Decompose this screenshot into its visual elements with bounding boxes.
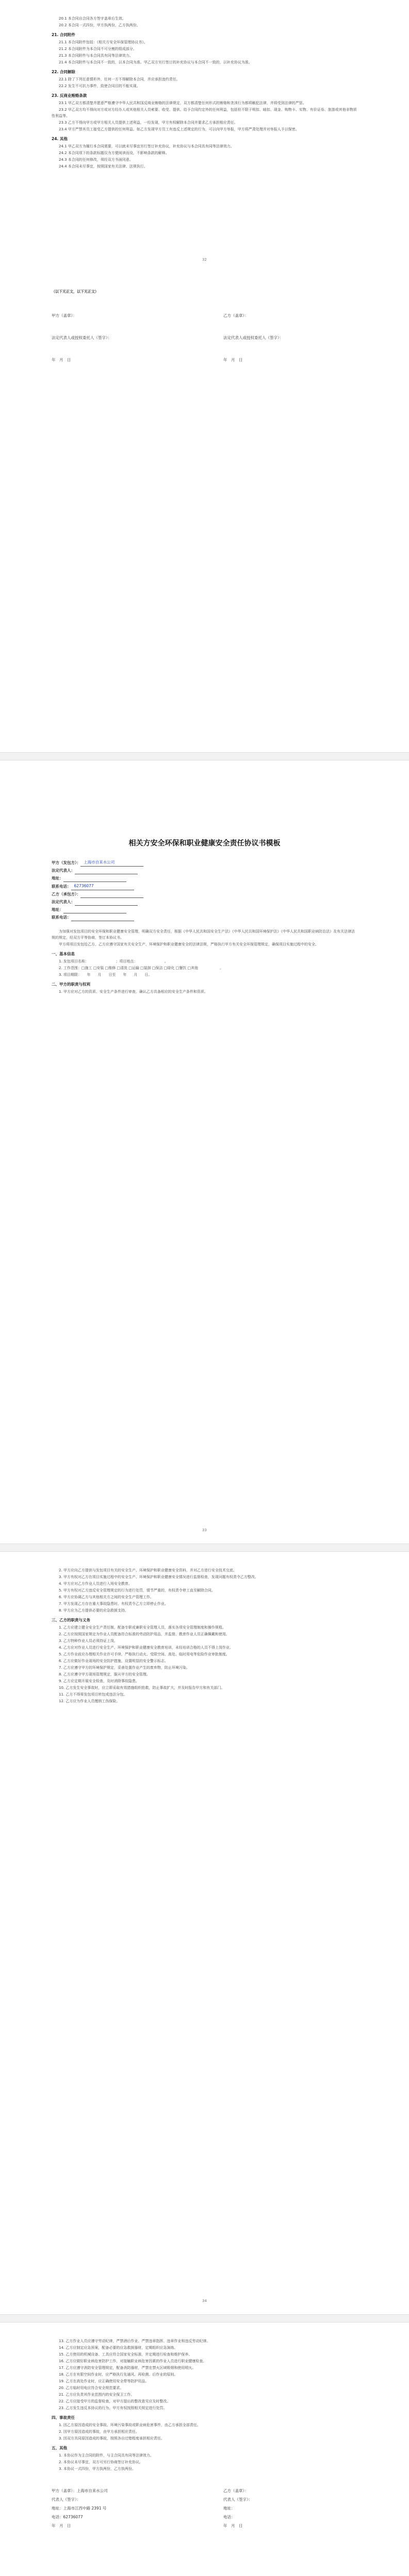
- section-heading: 21. 合同附件: [52, 32, 75, 37]
- field-label: 法定代表人：: [52, 900, 75, 904]
- paragraph: 23.2 甲乙双方均不得向对方或对方经办人或其他相关人员索要、收受、提供、给予合同约定外的任何利益，包括但不限于明扣、暗扣、现金、购物卡、实物、有价证券、旅游或其他非物质性利益等。: [52, 108, 357, 118]
- paragraph: 1. 发包项目名称： ；项目地点： 。: [59, 959, 168, 963]
- party-b-date: 年 月 日: [223, 2523, 243, 2528]
- paragraph: 7. 甲方发现乙方存在重大事故隐患时，有权责令乙方立即停止作业。: [59, 1602, 168, 1606]
- paragraph: 21.3 本合同附件与本合同具有同等法律效力。: [59, 54, 133, 58]
- party-a-address: 地址：上海市江西中路 2391 号: [52, 2506, 107, 2511]
- phone-row: [52, 2514, 357, 2521]
- paragraph: 6. 乙方应做好作业现场的安全防护措施，设置明显的安全警示标志。: [59, 1659, 168, 1663]
- paragraph: 15. 乙方使用的机械设备、工具应符合国家安全标准，并定期进行检查和维护保养。: [59, 2352, 192, 2357]
- signature-block: [52, 289, 357, 364]
- page-number: 33: [202, 1528, 207, 1532]
- field-label: 乙方（承包方）：: [52, 892, 81, 896]
- paragraph: 22.1 除了下列任意情形外，任何一方不得解除本合同，并应承担违约责任。: [59, 77, 180, 81]
- no-further-text-notice: （以下无正文，以下无正文）: [52, 290, 99, 294]
- field-row: [52, 882, 357, 890]
- paragraph: 21. 乙方应负责其作业范围内的安全保卫工作。: [59, 2393, 135, 2397]
- paragraph: 10. 乙方发生安全事故时，应立即采取有效措施组织抢救，防止事故扩大，并及时报告甲方和有关部门。: [59, 1686, 225, 1690]
- page-separator: [0, 2314, 409, 2323]
- document-page-3: [0, 1552, 409, 2314]
- paragraph: 2. 本协议未尽事宜，双方可另行协商签订补充协议。: [59, 2460, 143, 2464]
- document-page-2: [0, 760, 409, 1544]
- section-heading: 24. 其他: [52, 137, 68, 141]
- page-1-body: [52, 15, 357, 170]
- field-label: 甲方（发包方）：: [52, 860, 81, 865]
- section-heading: 一、基本信息: [52, 952, 75, 956]
- paragraph: 3. 项目期限： 年 月 日至 年 月 日。: [59, 973, 152, 977]
- paragraph: 13. 乙方作业人员应遵守劳动纪律，严禁酒后作业、严禁违章指挥、违章作业和违反劳动纪律。: [59, 2339, 210, 2343]
- field-row: [52, 890, 357, 898]
- paragraph: 8. 甲方应为乙方提供必要的应急救援支持。: [59, 1608, 128, 1613]
- party-a-date: 年 月 日: [52, 358, 71, 362]
- page-separator: [0, 1544, 409, 1552]
- paragraph: 4. 乙方应对作业人员进行安全生产、环境保护和职业健康安全教育培训，未经培训合格的人员不得上岗作业。: [59, 1646, 233, 1650]
- paragraph: 3. 甲方有权对乙方在项目实施过程中的安全生产、环境保护和职业健康安全情况进行监督检查，发现问题有权责令乙方整改。: [59, 1575, 258, 1579]
- field-label: 地址：: [52, 876, 63, 880]
- address-row: [52, 2505, 357, 2512]
- document-page-1: [0, 0, 409, 752]
- paragraph: 3. 因双方共同原因造成的事故，按照各自过错程度承担相应责任。: [59, 2436, 165, 2441]
- field-row: [52, 898, 357, 906]
- page-2-body: [52, 838, 357, 995]
- paragraph: 17. 乙方应遵守消防安全管理规定，配备消防器材，严禁在禁火区域吸烟和使用明火。: [59, 2366, 196, 2370]
- date-row: [52, 357, 357, 364]
- paragraph: 24.3 本合同的任何修改，须经双方书面同意。: [59, 158, 133, 162]
- paragraph: 22. 乙方应接受甲方的监督检查，对甲方提出的整改意见应及时整改。: [59, 2399, 171, 2403]
- paragraph: 9. 乙方应定期开展安全检查，及时消除事故隐患。: [59, 1679, 139, 1683]
- section-heading: 三、乙方的职责与义务: [52, 1618, 90, 1622]
- section-heading: 22. 合同解除: [52, 70, 75, 74]
- party-sign-row: [52, 312, 357, 319]
- field-label: 法定代表人：: [52, 868, 75, 873]
- paragraph: 19. 乙方在高处作业时，应正确使用安全带等防护用品。: [59, 2379, 149, 2383]
- paragraph: 5. 乙方作业前应办理相关作业许可手续，严格执行动火、受限空间、高处、临时用电等危险作业审批制度。: [59, 1652, 230, 1656]
- party-a-representative-label: 法定代表人或授权委托人（签字）：: [52, 335, 112, 340]
- field-value: [75, 905, 138, 906]
- representative-sign-row: [52, 2496, 357, 2503]
- paragraph: 6. 甲方应协调乙方与其他相关方之间的安全生产管理工作。: [59, 1595, 154, 1599]
- field-label: 联系电话：: [52, 884, 71, 889]
- date-row: [52, 2522, 357, 2530]
- paragraph: 8. 乙方应遵守甲方现场管理规定，服从甲方的安全管理。: [59, 1672, 150, 1676]
- paragraph: 18. 乙方在有限空间作业时，应严格执行先通风、再检测、后作业的原则。: [59, 2372, 178, 2377]
- field-value: [80, 897, 143, 898]
- paragraph: 11. 乙方不得将发包项目转包或违法分包。: [59, 1692, 127, 1697]
- paragraph: 5. 甲方有权对乙方违反安全管理规定的行为进行处罚，情节严重的，有权责令停工直至解除合同。: [59, 1588, 215, 1592]
- party-a-phone: 电话：62736077: [52, 2515, 83, 2519]
- page-number: 32: [202, 258, 207, 262]
- party-a-representative-label: 代表人（签字）：: [52, 2497, 81, 2502]
- paragraph: 23.1 甲乙双方都清楚并愿意严格遵守中华人民共和国反商业贿赂的法律规定，双方都清楚任何形式的贿赂和贪渎行为都将触犯法律，并将受到法律的严惩。: [59, 101, 306, 105]
- party-a-sign-label: 甲方（盖章）：上海市自来水公司: [52, 2488, 108, 2493]
- field-row: [52, 906, 357, 913]
- field-label: 联系电话：: [52, 915, 71, 920]
- paragraph: 1. 甲方应对乙方的资质、安全生产条件进行审查，确认乙方具备相应的安全生产条件和资质。: [59, 990, 208, 994]
- party-b-sign-label: 乙方（盖章）：: [223, 2488, 249, 2493]
- field-value: 62736077: [71, 882, 134, 890]
- page-3-body: [52, 1567, 357, 1705]
- paragraph: 24.4 本合同未尽事宜，按照国家有关法律、法规执行。: [59, 164, 148, 168]
- party-a-sign-label: 甲方（盖章）：: [52, 313, 77, 318]
- field-row: [52, 913, 357, 921]
- party-sign-row: [52, 2487, 357, 2495]
- paragraph: 20.1 本合同自合同各方签字盖章后生效。: [59, 16, 126, 21]
- paragraph: 14. 乙方应制定应急预案，配备必要的应急救援器材，定期组织应急演练。: [59, 2346, 178, 2350]
- party-b-sign-label: 乙方（盖章）：: [223, 313, 249, 318]
- page-number: 34: [202, 2299, 207, 2303]
- field-row: [52, 867, 357, 874]
- field-label: 地址：: [52, 907, 63, 912]
- paragraph: 1. 乙方应建立健全安全生产责任制，配备专职或兼职安全管理人员，落实各项安全管理制度和操作规程。: [59, 1625, 226, 1630]
- paragraph: 甲方将项目发包给乙方，乙方应遵守国家有关安全生产、环境保护和职业健康安全的法律法规，严格执行甲方有关安全环保管理规定，确保项目实施过程中的安全。: [59, 942, 319, 946]
- paragraph: 16. 乙方应做好职业病危害防护工作，对接触职业病危害因素的作业人员进行职业健康检查。: [59, 2359, 207, 2363]
- party-a-date: 年 月 日: [52, 2523, 71, 2528]
- paragraph: 2. 乙方应按照国家规定为作业人员配备符合标准的劳动防护用品，并监督、教育作业人员正确佩戴和使用。: [59, 1632, 230, 1636]
- paragraph: 3. 本协议一式四份，甲方执两份，乙方执两份。: [59, 2467, 136, 2471]
- paragraph: 为加强对发包项目的安全环保和职业健康安全管理，明确双方安全责任，根据《中华人民共和国安全生产法》《中华人民共和国环境保护法》《中华人民共和国职业病防治法》及有关法律法规的规定，经双方平等协商，签订本协议书。: [52, 929, 355, 940]
- paragraph: 24.1 甲乙双方为履行本合同需要，可以就未尽事宜另行签订补充协议，补充协议与本合同具有同等法律效力。: [59, 144, 234, 148]
- paragraph: 1. 本协议作为主合同的附件，与主合同具有同等法律效力。: [59, 2453, 154, 2458]
- party-b-address: 地址：: [223, 2506, 235, 2511]
- page-4-body: [52, 2338, 357, 2530]
- paragraph: 2. 工作范围：□施工 □安装 □维修 □清洗 □运输 □装卸 □保洁 □绿化 □餐饮 □其他 。: [59, 966, 224, 970]
- paragraph: 20.2 本合同一式四份，甲方执两份，乙方执两份。: [59, 23, 140, 27]
- party-b-phone: 电话：: [223, 2515, 235, 2519]
- party-b-representative-label: 代表人（签字）：: [223, 2497, 253, 2502]
- paragraph: 3. 乙方特种作业人员必须持证上岗。: [59, 1639, 118, 1643]
- paragraph: 12. 乙方应为作业人员缴纳工伤保险。: [59, 1699, 120, 1703]
- section-heading: 23. 反商业贿赂条款: [52, 93, 87, 98]
- paragraph: 1. 因乙方原因造成的安全事故、环境污染事故或职业病危害事件，由乙方承担全部责任。: [59, 2423, 201, 2427]
- section-heading: 四、事故责任: [52, 2415, 75, 2420]
- party-b-date: 年 月 日: [223, 358, 243, 362]
- representative-sign-row: [52, 334, 357, 342]
- paragraph: 23.3 乙方不得向甲方或甲方相关人员提供上述利益，一经发现，甲方有权解除本合同并要求乙方承担相应责任。: [59, 121, 238, 125]
- paragraph: 4. 甲方应对乙方作业人员进行入场安全教育。: [59, 1582, 132, 1586]
- page-separator: [0, 752, 409, 760]
- field-row: [52, 858, 357, 867]
- document-title: 相关方安全环保和职业健康安全责任协议书模板: [128, 839, 281, 848]
- paragraph: 20. 乙方临时用电应符合安全规范要求。: [59, 2386, 124, 2390]
- field-row: [52, 874, 357, 882]
- paragraph: 24.2 本合同项下的条款标题仅为方便阅读而设，不影响条款的解释。: [59, 151, 169, 155]
- paragraph: 21.1 本合同附件包括：《相关方安全环保管理协议书》。: [59, 40, 148, 44]
- field-value: 上海市自来水公司: [80, 858, 143, 867]
- paragraph: 7. 乙方应遵守甲方的环境保护规定，妥善处置作业产生的废弃物，防止环境污染。: [59, 1666, 190, 1670]
- paragraph: 2. 因甲方原因造成的事故，由甲方承担相应责任。: [59, 2430, 139, 2434]
- party-b-representative-label: 法定代表人或授权委托人（签字）：: [223, 335, 284, 340]
- paragraph: 2. 甲方应向乙方提供与发包项目有关的安全生产、环境保护和职业健康安全资料，并对乙方进行安全技术交底。: [59, 1568, 237, 1572]
- paragraph: 22.2 发生不可抗力事件，致使合同目的不能实现。: [59, 84, 140, 88]
- paragraph: 21.2 本合同附件为本合同不可分割的组成部分。: [59, 47, 137, 51]
- document-page-4: [0, 2323, 409, 2576]
- paragraph: 23.4 甲方严禁其员工接受乙方提供的任何利益。如乙方发现甲方员工有违反上述规定的行为，可以向甲方举报，甲方将严肃处理并对举报人予以保密。: [59, 127, 299, 131]
- paragraph: 21.4 本合同附件与本合同不一致的，以本合同为准。甲乙双方另行签订的补充协议与本合同不一致的，以补充协议为准。: [59, 60, 252, 64]
- paragraph: 23. 乙方发生违反本协议的行为，甲方有权按照相关规定进行处罚。: [59, 2406, 167, 2410]
- section-heading: 五、其他: [52, 2446, 67, 2450]
- section-heading: 二、甲方的职责与权利: [52, 982, 90, 987]
